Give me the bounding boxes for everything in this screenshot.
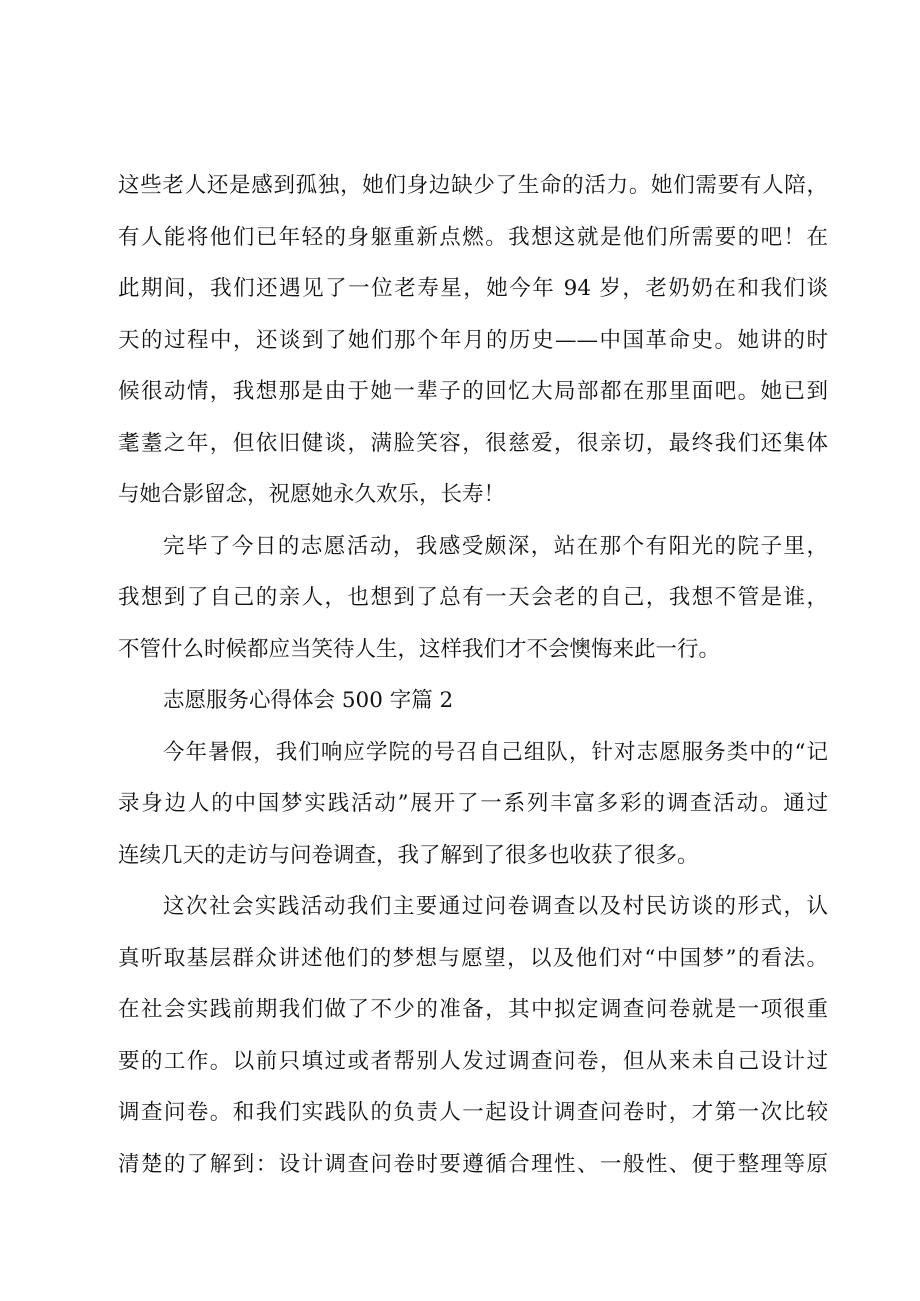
text-line: 我想到了自己的亲人，也想到了总有一天会老的自己，我想不管是谁， bbox=[118, 585, 828, 610]
document-body bbox=[118, 160, 828, 1190]
text-line: 在社会实践前期我们做了不少的准备，其中拟定调查问卷就是一项很重 bbox=[118, 997, 828, 1022]
text-line: 耄耋之年，但依旧健谈，满脸笑容，很慈爱，很亲切，最终我们还集体 bbox=[118, 430, 828, 456]
text-line: 不管什么时候都应当笑待人生，这样我们才不会懊悔来此一行。 bbox=[118, 636, 721, 662]
text-line: 调查问卷。和我们实践队的负责人一起设计调查问卷时，才第一次比较 bbox=[118, 1100, 828, 1125]
text-line: 录身边人的中国梦实践活动”展开了一系列丰富多彩的调查活动。通过 bbox=[118, 791, 828, 816]
paragraph-first-line: 这次社会实践活动我们主要通过问卷调查以及村民访谈的形式，认 bbox=[163, 894, 828, 919]
paragraph-first-line: 今年暑假，我们响应学院的号召自己组队，针对志愿服务类中的“记 bbox=[163, 739, 828, 765]
text-line: 真听取基层群众讲述他们的梦想与愿望，以及他们对“中国梦”的看法。 bbox=[118, 945, 828, 971]
section-heading: 志愿服务心得体会 500 字篇 2 bbox=[163, 688, 454, 713]
text-line: 有人能将他们已年轻的身躯重新点燃。我想这就是他们所需要的吧！在 bbox=[118, 224, 828, 250]
text-line: 天的过程中，还谈到了她们那个年月的历史——中国革命史。她讲的时 bbox=[118, 327, 828, 353]
text-line: 清楚的了解到：设计调查问卷时要遵循合理性、一般性、便于整理等原 bbox=[118, 1151, 828, 1177]
text-line: 与她合影留念，祝愿她永久欢乐，长寿！ bbox=[118, 482, 506, 507]
paragraph-first-line: 完毕了今日的志愿活动，我感受颇深，站在那个有阳光的院子里， bbox=[163, 533, 828, 559]
text-line: 候很动情，我想那是由于她一辈子的回忆大局部都在那里面吧。她已到 bbox=[118, 379, 828, 404]
text-line: 要的工作。以前只填过或者帮别人发过调查问卷，但从来未自己设计过 bbox=[118, 1048, 828, 1074]
text-line: 此期间，我们还遇见了一位老寿星，她今年 94 岁，老奶奶在和我们谈 bbox=[118, 276, 828, 301]
text-line: 连续几天的走访与问卷调查，我了解到了很多也收获了很多。 bbox=[118, 842, 699, 868]
text-line: 这些老人还是感到孤独，她们身边缺少了生命的活力。她们需要有人陪， bbox=[118, 173, 828, 198]
